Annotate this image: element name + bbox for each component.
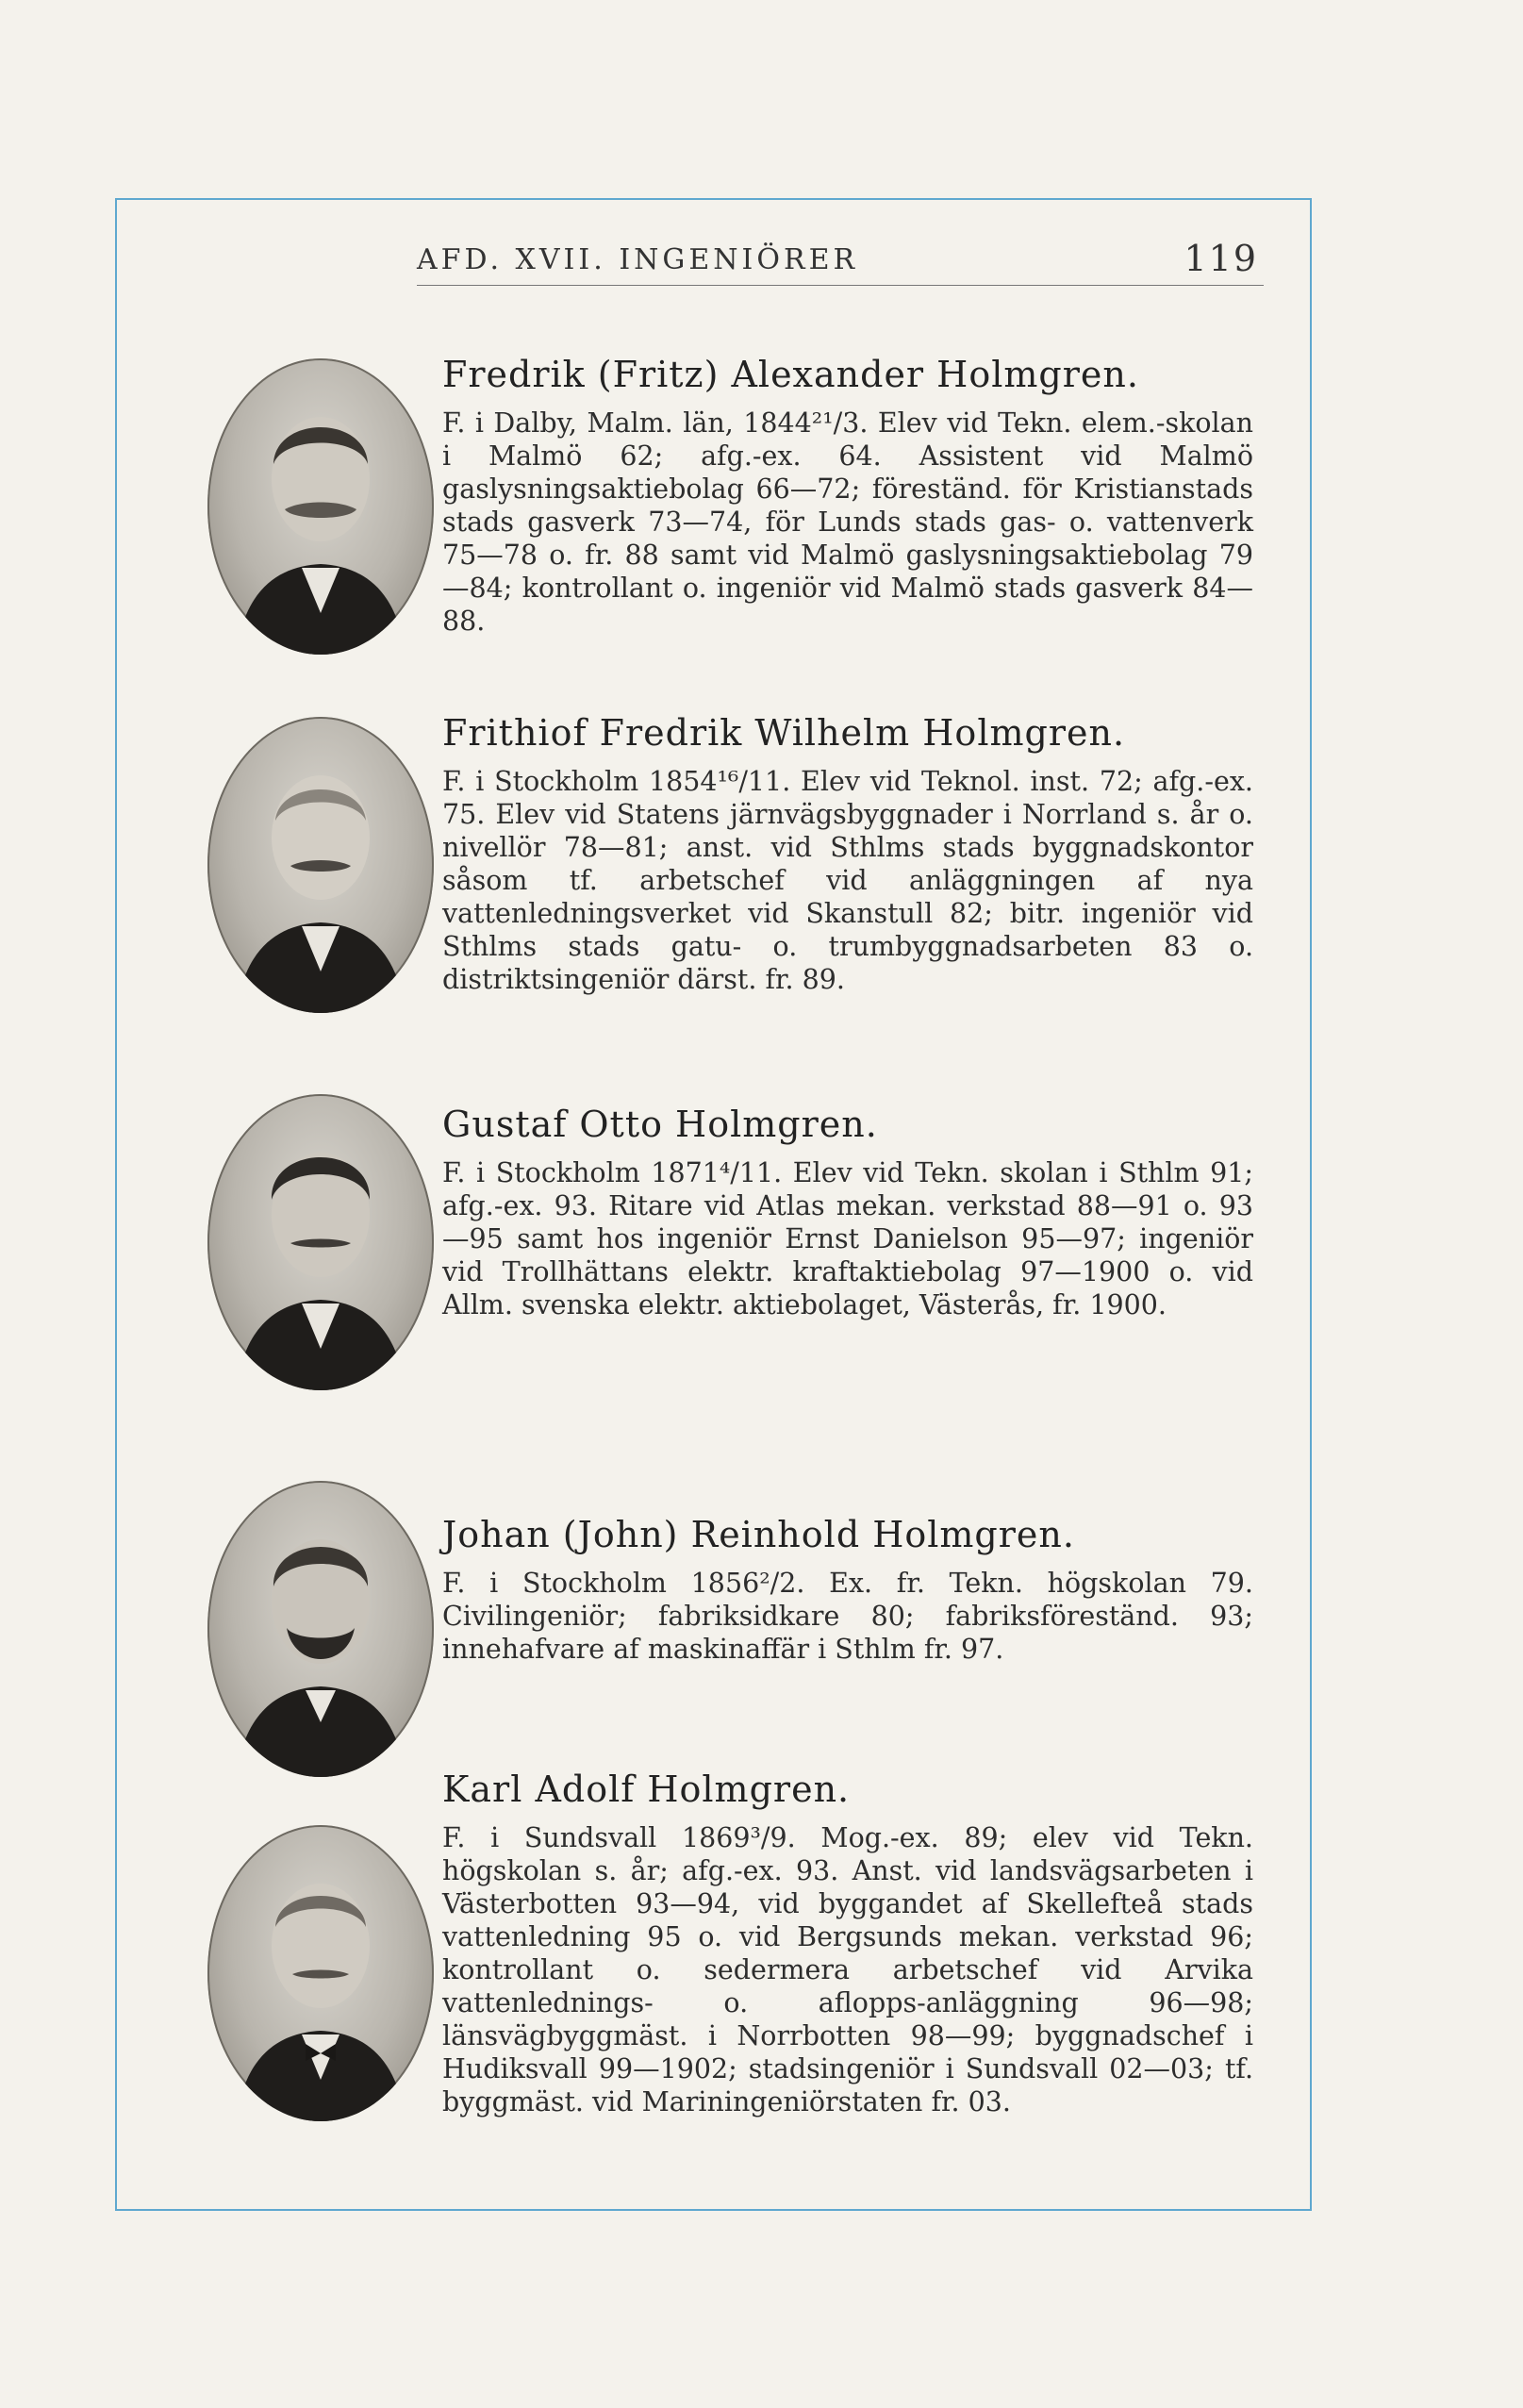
page-number: 119: [1184, 238, 1258, 279]
entry-name: Frithiof Fredrik Wilhelm Holmgren.: [442, 712, 1126, 754]
biography-entry: [442, 1104, 1253, 1321]
entry-biography: F. i Stockholm 1856²/2. Ex. fr. Tekn. högskolan 79. Civilingeniör; fabriksidkare 80; fabriksföreständ. 93; innehafvare af maskinaffär i Sthlm fr. 97.: [442, 1568, 1253, 1665]
portrait-figure-icon: [207, 1825, 434, 2121]
biography-entry: [442, 354, 1253, 638]
biography-entry: [442, 712, 1253, 996]
entry-name: Gustaf Otto Holmgren.: [442, 1104, 878, 1145]
page-header: [311, 236, 1264, 289]
entry-name: Fredrik (Fritz) Alexander Holmgren.: [442, 354, 1139, 395]
entry-biography: F. i Stockholm 1854¹⁶/11. Elev vid Teknol. inst. 72; afg.-ex. 75. Elev vid Statens järnvägsbyggnader i Norrland s. år o. nivellör 78—81; anst. vid Sthlms stads byggnadskontor såsom tf. arbetschef vid anläggningen af nya vattenledningsverket vid Skanstull 82; bitr. ingeniör vid Sthlms stads gatu- o. trumbyggnadsarbeten 83 o. distriktsingeniör därst. fr. 89.: [442, 766, 1253, 995]
portrait-figure-icon: [207, 1094, 434, 1390]
entry-biography: F. i Stockholm 1871⁴/11. Elev vid Tekn. skolan i Sthlm 91; afg.-ex. 93. Ritare vid Atlas mekan. verkstad 88—91 o. 93—95 samt hos ingeniör Ernst Danielson 95—97; ingeniör vid Trollhättans elektr. kraftaktiebolag 97—1900 o. vid Allm. svenska elektr. aktiebolaget, Västerås, fr. 1900.: [442, 1157, 1253, 1320]
portrait-figure-icon: [207, 358, 434, 655]
entry-name: Karl Adolf Holmgren.: [442, 1769, 851, 1810]
biography-entry: [442, 1514, 1253, 1666]
portrait-figure-icon: [207, 1481, 434, 1777]
entry-name: Johan (John) Reinhold Holmgren.: [442, 1514, 1075, 1555]
entry-biography: F. i Sundsvall 1869³/9. Mog.-ex. 89; elev vid Tekn. högskolan s. år; afg.-ex. 93. Anst. vid landsvägsarbeten i Västerbotten 93—94, vid byggandet af Skellefteå stads vattenledning 95 o. vid Bergsunds mekan. verkstad 96; kontrollant o. sedermera arbetschef vid Arvika vattenlednings- o. aflopps-anläggning 96—98; länsvägbyggmäst. i Norrbotten 98—99; byggnadschef i Hudiksvall 99—1902; stadsingeniör i Sundsvall 02—03; tf. byggmäst. vid Mariningeniörstaten fr. 03.: [442, 1822, 1253, 2117]
portrait-photo: [207, 1094, 434, 1390]
portrait-photo: [207, 1481, 434, 1777]
header-rule: [417, 285, 1264, 286]
entry-biography: F. i Dalby, Malm. län, 1844²¹/3. Elev vid Tekn. elem.-skolan i Malmö 62; afg.-ex. 64. Assistent vid Malmö gaslysningsaktiebolag 66—72; föreständ. för Kristianstads stads gasverk 73—74, för Lunds stads gas- o. vattenverk 75—78 o. fr. 88 samt vid Malmö gaslysningsaktiebolag 79—84; kontrollant o. ingeniör vid Malmö stads gasverk 84—88.: [442, 407, 1253, 637]
portrait-photo: [207, 717, 434, 1013]
department-heading: AFD. XVII. INGENIÖRER: [417, 243, 859, 276]
portrait-figure-icon: [207, 717, 434, 1013]
portrait-photo: [207, 358, 434, 655]
biography-entry: [442, 1769, 1253, 2118]
portrait-photo: [207, 1825, 434, 2121]
